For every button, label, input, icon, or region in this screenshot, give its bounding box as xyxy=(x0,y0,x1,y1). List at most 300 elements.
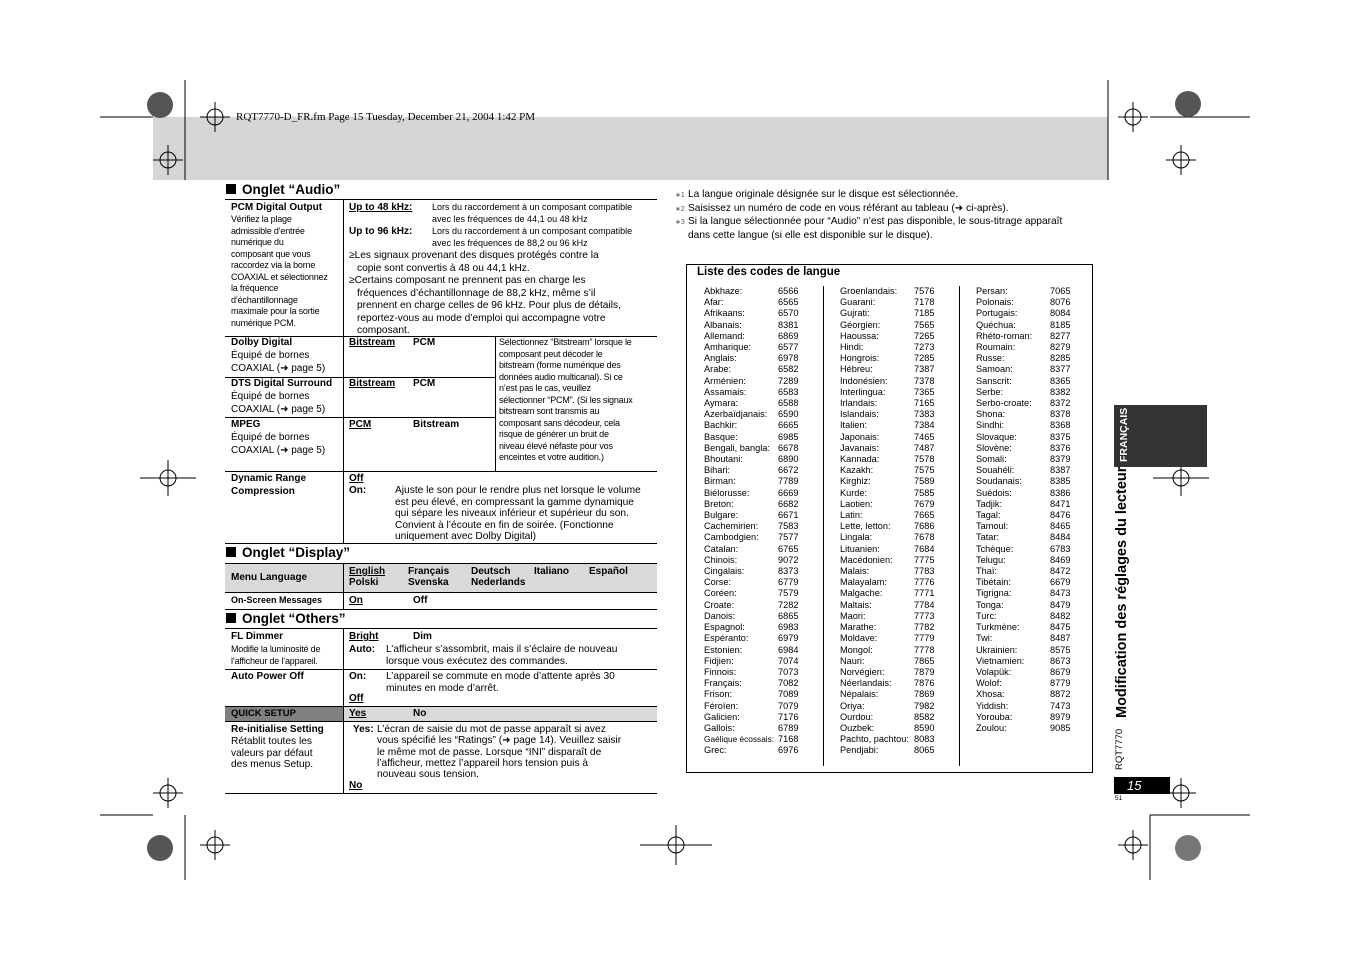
language-column-3 xyxy=(976,286,1076,734)
language-code: 6566 xyxy=(778,286,799,296)
language-code: 7185 xyxy=(914,308,935,319)
language-name: Maltais: xyxy=(840,599,872,610)
language-name: Maori: xyxy=(840,610,866,621)
pcm-option-96-desc: Lors du raccordement à un composant compatible avec les fréquences de 88,2 ou 96 kHz xyxy=(432,226,633,248)
language-name: Sanscrit: xyxy=(976,375,1012,386)
language-code: 7876 xyxy=(914,678,935,689)
language-code-row xyxy=(976,320,1076,331)
language-name: Ourdou: xyxy=(840,711,874,722)
language-name: Malais: xyxy=(840,566,870,577)
option-italiano[interactable]: Italiano xyxy=(534,566,570,577)
language-name: Albanais: xyxy=(704,319,742,330)
language-code-row xyxy=(976,510,1076,521)
language-code-row xyxy=(840,532,940,543)
rule xyxy=(823,286,824,766)
language-code-row xyxy=(976,353,1076,364)
language-name: Roumain: xyxy=(976,342,1016,353)
language-code-row xyxy=(976,600,1076,611)
language-code-row xyxy=(976,588,1076,599)
mpeg-desc: Équipé de bornes COAXIAL (➜ page 5) xyxy=(231,432,326,456)
language-name: Ouzbek: xyxy=(840,722,875,733)
language-column-1 xyxy=(704,286,804,757)
drc-option-off[interactable]: Off xyxy=(349,473,364,484)
language-name: Tadjik: xyxy=(976,498,1003,509)
language-name: Finnois: xyxy=(704,666,737,677)
language-code: 7789 xyxy=(778,476,799,487)
language-code-row xyxy=(976,633,1076,644)
language-name: Afar: xyxy=(704,297,724,308)
language-code-row xyxy=(840,420,940,431)
language-code: 6978 xyxy=(778,353,799,364)
language-code-row xyxy=(840,454,940,465)
language-name: Tigrigna: xyxy=(976,588,1012,599)
language-name: Azerbaïdjanais: xyxy=(704,409,768,420)
fl-option-bright[interactable]: Bright xyxy=(349,631,379,642)
language-codes-title: Liste des codes de langue xyxy=(697,266,841,278)
language-name: Serbo-croate: xyxy=(976,398,1032,409)
language-code-row xyxy=(840,476,940,487)
quick-setup-option-yes[interactable]: Yes xyxy=(349,708,367,719)
language-code-row xyxy=(976,409,1076,420)
language-code-row xyxy=(976,342,1076,353)
language-name: Persan: xyxy=(976,286,1008,296)
language-code: 6582 xyxy=(778,364,799,375)
language-code: 8472 xyxy=(1050,566,1071,577)
language-code-row xyxy=(840,331,940,342)
language-code: 8872 xyxy=(1050,689,1071,700)
language-name: Macédonien: xyxy=(840,554,893,565)
language-name: Wolof: xyxy=(976,678,1002,689)
language-code-row xyxy=(840,308,940,319)
menu-language-label: Menu Language xyxy=(231,572,308,583)
rule xyxy=(225,543,657,544)
language-name: Rhéto-roman: xyxy=(976,330,1033,341)
language-name: Kirghiz: xyxy=(840,476,871,487)
language-name: Abkhaze: xyxy=(704,286,743,296)
language-name: Gallois: xyxy=(704,722,735,733)
language-name: Hébreu: xyxy=(840,364,873,375)
language-code: 8465 xyxy=(1050,521,1071,532)
language-name: Oriya: xyxy=(840,700,865,711)
option-espanol[interactable]: Español xyxy=(589,566,628,577)
language-name: Espagnol: xyxy=(704,622,745,633)
apo-option-off[interactable]: Off xyxy=(349,693,364,704)
language-name: Twi: xyxy=(976,633,993,644)
language-code-row xyxy=(976,566,1076,577)
language-code-row xyxy=(704,723,804,734)
language-code-row xyxy=(840,689,940,700)
language-name: Chinois: xyxy=(704,554,738,565)
rule xyxy=(225,199,657,200)
language-code-row xyxy=(976,297,1076,308)
language-code-row xyxy=(704,308,804,319)
language-name: Afrikaans: xyxy=(704,308,745,319)
language-code: 7082 xyxy=(778,678,799,689)
language-code: 7771 xyxy=(914,588,935,599)
language-code: 7178 xyxy=(914,297,935,308)
language-code-row xyxy=(840,409,940,420)
language-code: 6985 xyxy=(778,431,799,442)
language-code-row xyxy=(840,678,940,689)
language-code: 8471 xyxy=(1050,498,1071,509)
language-code: 7665 xyxy=(914,510,935,521)
rule xyxy=(225,721,657,722)
language-code: 8373 xyxy=(778,566,799,577)
language-code-row xyxy=(704,465,804,476)
pcm-option-48[interactable]: Up to 48 kHz: xyxy=(349,202,413,213)
language-name: Lituanien: xyxy=(840,543,880,554)
language-code-row xyxy=(976,544,1076,555)
dts-desc: Équipé de bornes COAXIAL (➜ page 5) xyxy=(231,391,326,415)
language-name: Slovaque: xyxy=(976,431,1017,442)
language-code-row xyxy=(704,611,804,622)
language-code: 8365 xyxy=(1050,375,1071,386)
language-code-row xyxy=(840,633,940,644)
language-code-row xyxy=(704,745,804,756)
language-code: 7982 xyxy=(914,700,935,711)
language-name: Somali: xyxy=(976,454,1007,465)
language-name: Kurde: xyxy=(840,487,868,498)
language-code: 8590 xyxy=(914,722,935,733)
language-name: Assamais: xyxy=(704,386,747,397)
language-code: 8279 xyxy=(1050,342,1071,353)
option-deutsch[interactable]: Deutsch xyxy=(471,566,511,577)
apo-option-on[interactable]: On: xyxy=(349,671,367,682)
language-code-row xyxy=(976,521,1076,532)
quick-setup-label: QUICK SETUP xyxy=(231,708,296,719)
language-code-row xyxy=(840,611,940,622)
language-name: Gujrati: xyxy=(840,308,870,319)
language-name: Yiddish: xyxy=(976,700,1009,711)
fl-option-dim[interactable]: Dim xyxy=(413,631,432,642)
language-code-row xyxy=(704,600,804,611)
language-code-row xyxy=(840,376,940,387)
language-name: Italien: xyxy=(840,420,868,431)
language-name: Russe: xyxy=(976,353,1005,364)
language-code: 7065 xyxy=(1050,286,1071,296)
option-english[interactable]: English xyxy=(349,566,386,577)
dolby-option-bitstream[interactable]: Bitstream xyxy=(349,337,396,348)
language-code: 8375 xyxy=(1050,431,1071,442)
drc-option-on[interactable]: On: xyxy=(349,485,367,496)
language-code-row xyxy=(976,420,1076,431)
language-code-row xyxy=(840,510,940,521)
language-code-row xyxy=(976,555,1076,566)
language-code-row xyxy=(704,734,804,745)
language-code: 7073 xyxy=(778,666,799,677)
language-name: Shona: xyxy=(976,409,1006,420)
language-code: 7583 xyxy=(778,521,799,532)
language-code: 6976 xyxy=(778,745,799,756)
rule xyxy=(343,563,344,609)
language-name: Bachkir: xyxy=(704,420,738,431)
language-code: 6590 xyxy=(778,409,799,420)
language-code-row xyxy=(976,376,1076,387)
language-name: Polonais: xyxy=(976,297,1014,308)
language-code-row xyxy=(840,432,940,443)
language-code-row xyxy=(976,723,1076,734)
language-code-row xyxy=(704,555,804,566)
language-code: 8385 xyxy=(1050,476,1071,487)
language-name: Tatar: xyxy=(976,532,999,543)
language-name: Cachemirien: xyxy=(704,521,759,532)
bitstream-note: Sélectionnez “Bitstream” lorsque le composant peut décoder le bitstream (forme numérique des données audio multicanal). Si ce n’est pas le cas, veuillez sélectionner “PCM”. (Si les signaux bitstream sont transmis au composant sans décodeur, cela risque de générer un bruit de niveau élevé néfaste pour vos enceintes et votre audition.) xyxy=(499,337,633,462)
language-code: 8479 xyxy=(1050,599,1071,610)
language-code: 8372 xyxy=(1050,398,1071,409)
dolby-option-pcm[interactable]: PCM xyxy=(413,337,436,348)
language-code-row xyxy=(840,544,940,555)
language-code: 6890 xyxy=(778,454,799,465)
language-code-row xyxy=(976,622,1076,633)
language-code: 8084 xyxy=(1050,308,1071,319)
reinit-label: Re-initialise Setting xyxy=(231,724,324,735)
language-code-row xyxy=(704,588,804,599)
language-code: 7282 xyxy=(778,599,799,610)
language-code-row xyxy=(704,656,804,667)
language-code-row xyxy=(840,577,940,588)
language-name: Bhoutani: xyxy=(704,454,743,465)
language-code-row xyxy=(704,320,804,331)
language-code: 8076 xyxy=(1050,297,1071,308)
apo-on-desc: L’appareil se commute en mode d’attente après 30 minutes en mode d’arrêt. xyxy=(386,671,615,694)
language-code: 6983 xyxy=(778,622,799,633)
language-code: 7779 xyxy=(914,633,935,644)
language-name: Moldave: xyxy=(840,633,878,644)
language-name: Haoussa: xyxy=(840,330,879,341)
language-code-row xyxy=(840,701,940,712)
language-code-row xyxy=(704,633,804,644)
language-code: 6669 xyxy=(778,487,799,498)
language-name: Bihari: xyxy=(704,465,731,476)
language-name: Telugu: xyxy=(976,554,1006,565)
language-code: 7578 xyxy=(914,454,935,465)
language-name: Ukrainien: xyxy=(976,644,1018,655)
language-name: Kazakh: xyxy=(840,465,874,476)
reinit-option-no[interactable]: No xyxy=(349,780,363,791)
pcm-desc: Vérifiez la plage admissible d’entrée numérique du composant que vous raccordez via la borne COAXIAL et sélectionnez la fréquence d’échantillonnage maximale pour la sortie numérique PCM. xyxy=(231,214,328,328)
language-code-row xyxy=(704,331,804,342)
language-code: 8285 xyxy=(1050,353,1071,364)
pcm-option-48-desc: Lors du raccordement à un composant compatible avec les fréquences de 44,1 ou 48 kHz xyxy=(432,202,633,224)
language-code: 9072 xyxy=(778,554,799,565)
language-code: 7383 xyxy=(914,409,935,420)
dts-option-pcm[interactable]: PCM xyxy=(413,378,436,389)
language-code-row xyxy=(976,387,1076,398)
fl-option-auto[interactable]: Auto: xyxy=(349,644,376,655)
language-code-row xyxy=(840,499,940,510)
language-code: 8469 xyxy=(1050,554,1071,565)
language-code: 7378 xyxy=(914,375,935,386)
language-code: 8582 xyxy=(914,711,935,722)
language-code: 6765 xyxy=(778,543,799,554)
language-code-row xyxy=(704,701,804,712)
language-code: 7585 xyxy=(914,487,935,498)
language-code: 8185 xyxy=(1050,319,1071,330)
language-code-row xyxy=(840,521,940,532)
language-code-row xyxy=(704,689,804,700)
language-name: Croate: xyxy=(704,599,735,610)
language-code: 8476 xyxy=(1050,510,1071,521)
page-number: 15 xyxy=(1127,778,1142,793)
language-code-row xyxy=(976,611,1076,622)
language-code-row xyxy=(976,454,1076,465)
language-name: Samoan: xyxy=(976,364,1013,375)
drc-on-desc: Ajuste le son pour le rendre plus net lorsque le volume est peu élevé, en compressant la gamme dynamique qui sépare les niveaux inférieur et supérieur du son. Convient à l’écoute en fin de soirée. (Fonctionne uniquement avec Dolby Digital) xyxy=(395,485,641,543)
language-code: 7576 xyxy=(914,286,935,296)
model-number: RQT7770 xyxy=(1114,728,1125,770)
language-code-row xyxy=(840,723,940,734)
option-polski[interactable]: Polski xyxy=(349,577,379,588)
language-column-2 xyxy=(840,286,940,757)
language-code: 8381 xyxy=(778,319,799,330)
language-code-row xyxy=(840,600,940,611)
language-code-row xyxy=(840,488,940,499)
language-code-row xyxy=(976,286,1076,297)
language-code: 7176 xyxy=(778,711,799,722)
language-code-row xyxy=(704,645,804,656)
language-name: Danois: xyxy=(704,610,736,621)
language-code-row xyxy=(840,353,940,364)
mpeg-option-pcm[interactable]: PCM xyxy=(349,419,372,430)
language-code-row xyxy=(976,712,1076,723)
language-code-row xyxy=(840,667,940,678)
language-code: 6783 xyxy=(1050,543,1071,554)
mpeg-label: MPEG xyxy=(231,419,261,430)
language-code: 7879 xyxy=(914,666,935,677)
language-code-row xyxy=(840,398,940,409)
pcm-label: PCM Digital Output xyxy=(231,202,323,213)
language-code: 6665 xyxy=(778,420,799,431)
rule xyxy=(225,793,657,794)
language-code-row xyxy=(976,364,1076,375)
language-code: 7775 xyxy=(914,554,935,565)
language-code: 7079 xyxy=(778,700,799,711)
small-number: 51 xyxy=(1115,795,1123,802)
language-name: Gaélique écossais: xyxy=(704,734,775,745)
language-name: Géorgien: xyxy=(840,319,881,330)
language-code: 8673 xyxy=(1050,655,1071,666)
language-name: Indonésien: xyxy=(840,375,888,386)
language-name: Tagal: xyxy=(976,510,1001,521)
language-name: Estonien: xyxy=(704,644,743,655)
language-code: 8575 xyxy=(1050,644,1071,655)
osm-option-on[interactable]: On xyxy=(349,595,363,606)
option-francais[interactable]: Français xyxy=(408,566,450,577)
language-code: 7273 xyxy=(914,342,935,353)
language-name: Pendjabi: xyxy=(840,745,879,756)
language-code-row xyxy=(704,712,804,723)
pcm-option-96[interactable]: Up to 96 kHz: xyxy=(349,226,413,237)
language-code-row xyxy=(704,432,804,443)
language-code-row xyxy=(704,476,804,487)
language-name: Javanais: xyxy=(840,442,879,453)
osm-option-off[interactable]: Off xyxy=(413,595,428,606)
language-code-row xyxy=(840,734,940,745)
dts-option-bitstream[interactable]: Bitstream xyxy=(349,378,396,389)
reinit-desc: Rétablit toutes les valeurs par défaut des menus Setup. xyxy=(231,736,314,771)
language-code-row xyxy=(704,297,804,308)
language-name: Féroïen: xyxy=(704,700,739,711)
language-code-row xyxy=(976,331,1076,342)
language-name: Irlandais: xyxy=(840,398,878,409)
mpeg-option-bitstream[interactable]: Bitstream xyxy=(413,419,460,430)
option-nederlands[interactable]: Nederlands xyxy=(471,577,526,588)
language-name: Tchèque: xyxy=(976,543,1014,554)
language-code-row xyxy=(704,532,804,543)
file-info: RQT7770-D_FR.fm Page 15 Tuesday, December 21, 2004 1:42 PM xyxy=(236,111,536,123)
language-code: 7074 xyxy=(778,655,799,666)
language-code: 7577 xyxy=(778,532,799,543)
footnotes: ∗1 La langue originale désignée sur le disque est sélectionnée. ∗2 Saisissez un numéro de code en vous référant au tableau (➜ ci-après). ∗3 Si la langue sélectionnée pour “Audio” n’est pas disponible, le sous-titrage apparaît dans cette langue (si elle est disponible sur le disque). xyxy=(675,189,1063,241)
language-code: 6672 xyxy=(778,465,799,476)
drc-label: Dynamic Range Compression xyxy=(231,473,307,497)
language-name: Portugais: xyxy=(976,308,1018,319)
rule xyxy=(225,471,657,472)
osm-label: On-Screen Messages xyxy=(231,595,323,605)
language-code: 8277 xyxy=(1050,330,1071,341)
language-name: Corse: xyxy=(704,577,732,588)
language-code: 7782 xyxy=(914,622,935,633)
language-code: 6678 xyxy=(778,442,799,453)
language-code: 8979 xyxy=(1050,711,1071,722)
rule xyxy=(225,609,657,610)
rule xyxy=(225,669,657,670)
language-name: Groenlandais: xyxy=(840,286,898,296)
language-code: 7679 xyxy=(914,498,935,509)
language-name: Français: xyxy=(704,678,742,689)
dolby-label: Dolby Digital xyxy=(231,337,293,348)
vertical-section-title: Modification des réglages du lecteur xyxy=(1114,466,1130,718)
language-code-row xyxy=(704,420,804,431)
language-code-row xyxy=(704,454,804,465)
language-code-row xyxy=(976,476,1076,487)
language-name: Amharique: xyxy=(704,342,751,353)
language-code: 7865 xyxy=(914,655,935,666)
language-name: Breton: xyxy=(704,498,734,509)
language-name: Grec: xyxy=(704,745,727,756)
rule xyxy=(225,628,657,629)
language-name: Marathe: xyxy=(840,622,877,633)
option-svenska[interactable]: Svenska xyxy=(408,577,449,588)
language-code: 7784 xyxy=(914,599,935,610)
language-name: Anglais: xyxy=(704,353,737,364)
fl-dimmer-desc: Modifie la luminosité de l’afficheur de l’appareil. xyxy=(231,644,321,666)
rule xyxy=(225,417,495,418)
quick-setup-option-no[interactable]: No xyxy=(413,708,427,719)
language-code-row xyxy=(704,566,804,577)
language-code: 7579 xyxy=(778,588,799,599)
language-code-row xyxy=(840,745,940,756)
language-name: Souahéli: xyxy=(976,465,1015,476)
language-code-row xyxy=(976,465,1076,476)
language-code-row xyxy=(976,308,1076,319)
language-name: Galicien: xyxy=(704,711,740,722)
language-code-row xyxy=(840,656,940,667)
language-name: Birman: xyxy=(704,476,736,487)
language-name: Tamoul: xyxy=(976,521,1009,532)
language-code: 7387 xyxy=(914,364,935,375)
language-name: Tibétain: xyxy=(976,577,1011,588)
language-code: 7285 xyxy=(914,353,935,364)
reinit-option-yes[interactable]: Yes: xyxy=(353,724,374,735)
language-name: Kannada: xyxy=(840,454,880,465)
language-name: Fidjien: xyxy=(704,655,734,666)
language-name: Népalais: xyxy=(840,689,879,700)
language-code-row xyxy=(976,656,1076,667)
language-code: 8065 xyxy=(914,745,935,756)
display-title: Onglet “Display” xyxy=(226,545,350,560)
language-name: Islandais: xyxy=(840,409,879,420)
